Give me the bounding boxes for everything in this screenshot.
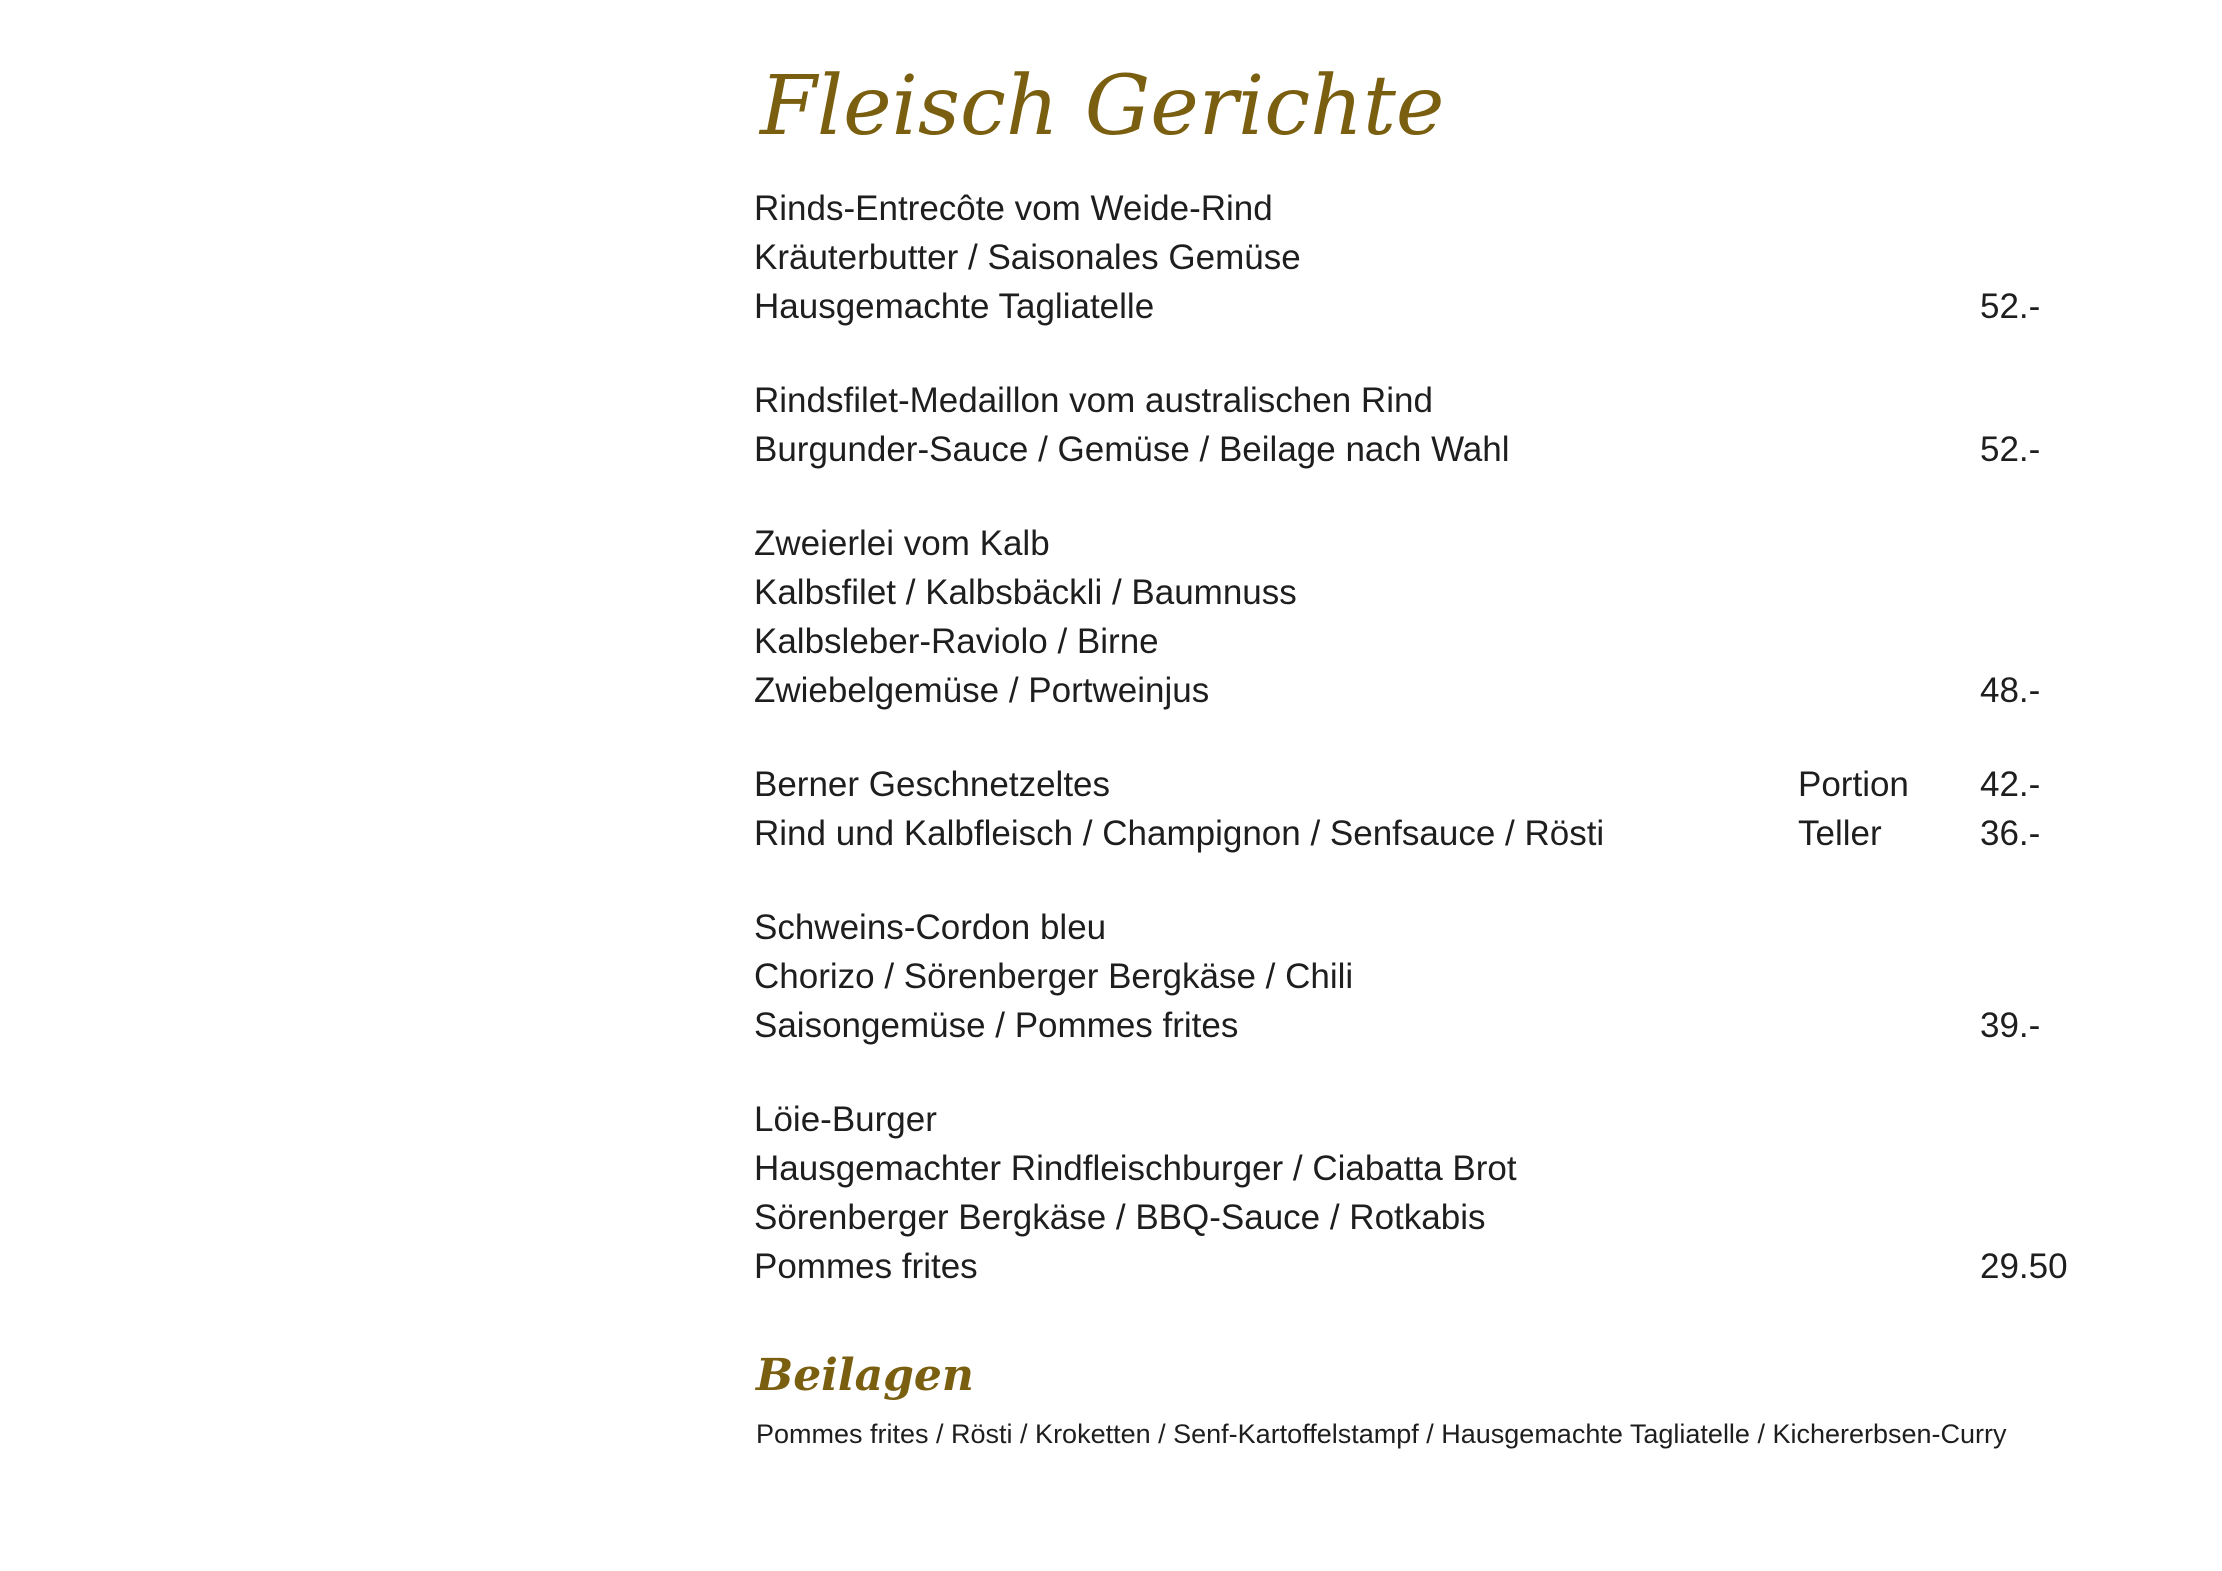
dish-line [754, 1144, 2084, 1193]
dish-line-text: Rind und Kalbfleisch / Champignon / Senfsauce / Rösti [754, 814, 1605, 853]
dish-line-text: Zweierlei vom Kalb [754, 524, 1050, 563]
dish-line-text: Burgunder-Sauce / Gemüse / Beilage nach Wahl [754, 430, 1510, 469]
dish-line-text: Pommes frites [754, 1247, 978, 1286]
dish-line-text: Schweins-Cordon bleu [754, 908, 1107, 947]
dish-line-text: Kalbsleber-Raviolo / Birne [754, 622, 1159, 661]
dish-line [754, 425, 2084, 474]
dish-line [754, 952, 2084, 1001]
dish-price: 29.50 [1980, 1247, 2068, 1286]
dish-item [754, 1095, 2084, 1291]
dish-line-text: Zwiebelgemüse / Portweinjus [754, 671, 1210, 710]
dish-line-text: Kräuterbutter / Saisonales Gemüse [754, 238, 1301, 277]
sides-list: Pommes frites / Rösti / Kroketten / Senf-Kartoffelstampf / Hausgemachte Tagliatelle / Kichererbsen-Curry [756, 1419, 2007, 1449]
dish-line [754, 1242, 2084, 1291]
dish-price: 39.- [1980, 1006, 2041, 1045]
dish-line-text: Chorizo / Sörenberger Bergkäse / Chili [754, 957, 1354, 996]
dish-price: 42.- [1980, 765, 2041, 804]
dish-line [754, 568, 2084, 617]
dish-price: 52.- [1980, 287, 2041, 326]
dish-line-text: Saisongemüse / Pommes frites [754, 1006, 1239, 1045]
dish-line [754, 666, 2084, 715]
sides-title: Beilagen [756, 1350, 974, 1401]
dish-item [754, 903, 2084, 1050]
dish-line [754, 809, 2084, 858]
dish-line [754, 1095, 2084, 1144]
dish-line [754, 1001, 2084, 1050]
dish-line-text: Hausgemachter Rindfleischburger / Ciabatta Brot [754, 1149, 1517, 1188]
dish-line [754, 1193, 2084, 1242]
dish-item [754, 519, 2084, 715]
page-title: Fleisch Gerichte [760, 59, 1445, 154]
dish-portion: Teller [1798, 814, 1882, 853]
dish-line [754, 233, 2084, 282]
dish-price: 52.- [1980, 430, 2041, 469]
dish-line [754, 903, 2084, 952]
dish-line-text: Rindsfilet-Medaillon vom australischen Rind [754, 381, 1433, 420]
dish-item [754, 760, 2084, 858]
dish-line-text: Rinds-Entrecôte vom Weide-Rind [754, 189, 1273, 228]
dish-line [754, 282, 2084, 331]
dish-line [754, 617, 2084, 666]
dish-line-text: Kalbsfilet / Kalbsbäckli / Baumnuss [754, 573, 1297, 612]
dish-price: 48.- [1980, 671, 2041, 710]
dish-line [754, 184, 2084, 233]
dish-portion: Portion [1798, 765, 1909, 804]
dish-line [754, 760, 2084, 809]
dish-line-text: Hausgemachte Tagliatelle [754, 287, 1155, 326]
dish-line [754, 519, 2084, 568]
dish-line-text: Sörenberger Bergkäse / BBQ-Sauce / Rotkabis [754, 1198, 1486, 1237]
dish-list [754, 184, 2084, 1336]
dish-item [754, 376, 2084, 474]
dish-price: 36.- [1980, 814, 2041, 853]
dish-line-text: Berner Geschnetzeltes [754, 765, 1111, 804]
dish-line-text: Löie-Burger [754, 1100, 937, 1139]
dish-line [754, 376, 2084, 425]
dish-item [754, 184, 2084, 331]
